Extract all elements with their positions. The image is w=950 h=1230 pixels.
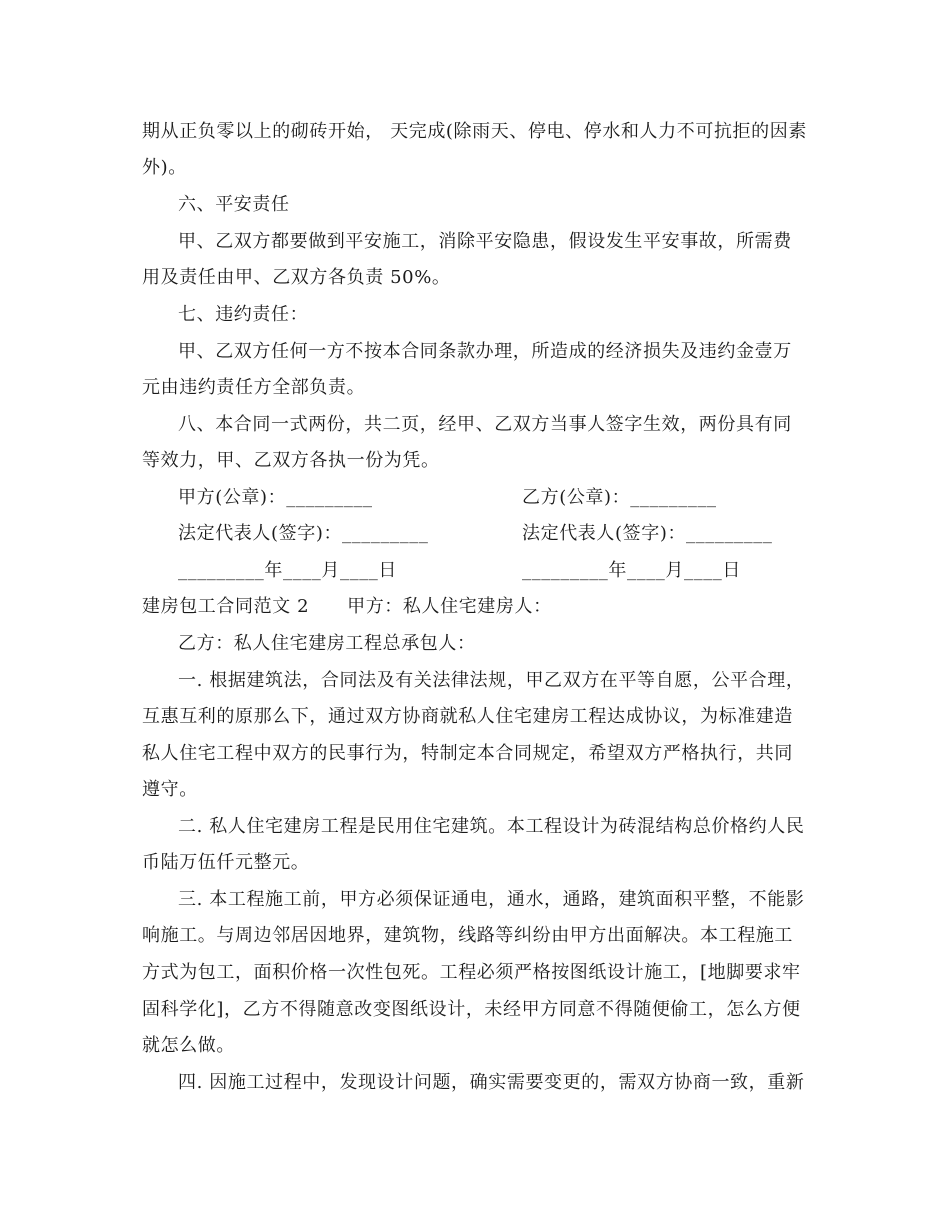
section-heading: 七、违约责任：: [178, 304, 309, 325]
party-a-date: _________年____月____日: [178, 560, 397, 581]
text-line: 互惠互利的原那么下，通过双方协商就私人住宅建房工程达成协议，为标准建造: [142, 706, 793, 727]
text-line: 币陆万伍仟元整元。: [142, 852, 310, 873]
text-line: 八、本合同一式两份，共二页，经甲、乙双方当事人签字生效，两份具有同: [178, 414, 792, 435]
text-line: 外)。: [142, 157, 187, 178]
party-b-date: _________年____月____日: [522, 560, 741, 581]
text-line: 固科学化]，乙方不得随意改变图纸设计，未经甲方同意不得随便偷工，怎么方便: [142, 999, 801, 1020]
text-line: 等效力，甲、乙双方各执一份为凭。: [142, 450, 440, 471]
text-line: 期从正负零以上的砌砖开始， 天完成(除雨天、停电、停水和人力不可抗拒的因素: [142, 121, 807, 142]
text-line: 方式为包工，面积价格一次性包死。工程必须严格按图纸设计施工，[地脚要求牢: [142, 962, 801, 983]
party-a-seal: 甲方(公章)：_________: [178, 487, 373, 508]
party-a-representative: 法定代表人(签字)：_________: [178, 523, 429, 544]
section-heading: 六、平安责任: [178, 194, 290, 215]
text-line: 一. 根据建筑法，合同法及有关法律法规，甲乙双方在平等自愿，公平合理，: [178, 670, 805, 691]
contract-title: 建房包工合同范文 2 甲方：私人住宅建房人：: [142, 596, 552, 617]
text-line: 二. 私人住宅建房工程是民用住宅建筑。本工程设计为砖混结构总价格约人民: [178, 816, 805, 837]
text-line: 四. 因施工过程中，发现设计问题，确实需要变更的，需双方协商一致，重新: [178, 1072, 805, 1093]
text-line: 元由违约责任方全部负责。: [142, 377, 366, 398]
text-line: 就怎么做。: [142, 1035, 235, 1056]
party-b-seal: 乙方(公章)：_________: [522, 487, 717, 508]
text-line: 用及责任由甲、乙双方各负责 50%。: [142, 267, 451, 288]
text-line: 三. 本工程施工前，甲方必须保证通电，通水，通路，建筑面积平整，不能影: [178, 889, 805, 910]
text-line: 甲、乙双方任何一方不按本合同条款办理，所造成的经济损失及违约金壹万: [178, 341, 792, 362]
text-line: 甲、乙双方都要做到平安施工，消除平安隐患，假设发生平安事故，所需费: [178, 231, 792, 252]
text-line: 乙方：私人住宅建房工程总承包人：: [178, 633, 476, 654]
text-line: 私人住宅工程中双方的民事行为，特制定本合同规定，希望双方严格执行，共同: [142, 743, 793, 764]
text-line: 响施工。与周边邻居因地界，建筑物，线路等纠纷由甲方出面解决。本工程施工: [142, 925, 793, 946]
party-b-representative: 法定代表人(签字)：_________: [522, 523, 773, 544]
text-line: 遵守。: [142, 779, 198, 800]
